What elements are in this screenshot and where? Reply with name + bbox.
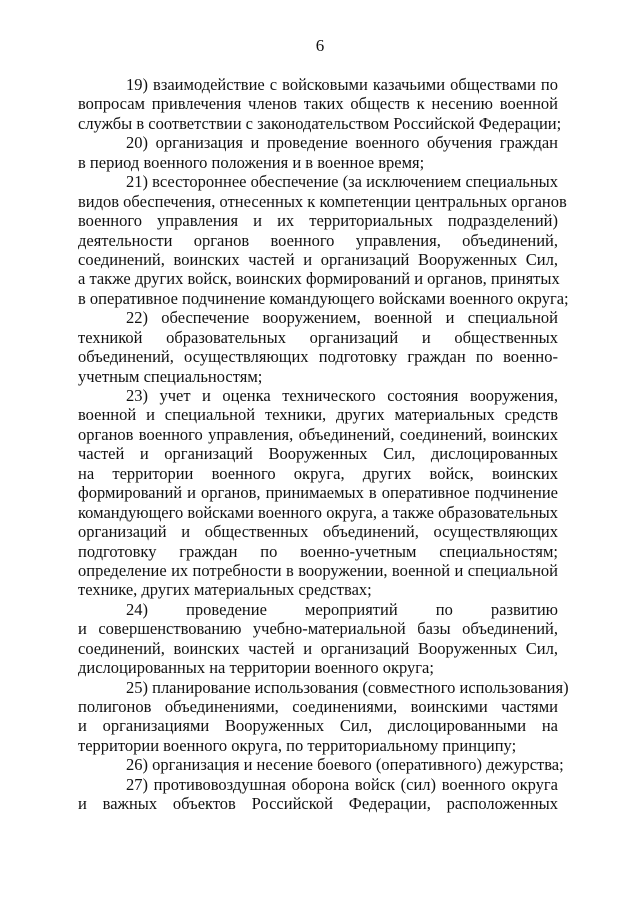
text-line: в оперативное подчинение командующего войсками военного округа; — [78, 288, 569, 308]
text-line: подготовку граждан по военно-учетным специальностям; — [78, 541, 558, 561]
text-line: командующего войсками военного округа, а также образовательных — [78, 502, 558, 522]
text-line: 21) всестороннее обеспечение (за исключением специальных — [126, 172, 558, 192]
text-line: а также других войск, воинских формирований и органов, принятых — [78, 269, 560, 289]
text-line: военной и специальной техники, других материальных средств — [78, 405, 558, 425]
text-line: и организациями Вооруженных Сил, дислоцированными на — [78, 716, 558, 736]
text-line: техникой образовательных организаций и общественных — [78, 327, 558, 347]
text-line: объединений, осуществляющих подготовку граждан по военно- — [78, 347, 558, 367]
text-line: 19) взаимодействие с войсковыми казачьими обществами по — [126, 75, 558, 94]
text-line: 23) учет и оценка технического состояния вооружения, — [126, 386, 558, 405]
text-line: и важных объектов Российской Федерации, расположенных — [78, 794, 558, 814]
text-line: определение их потребности в вооружении, военной и специальной — [78, 560, 558, 580]
text-line: 26) организация и несение боевого (оперативного) дежурства; — [126, 755, 564, 775]
text-line: формирований и органов, принимаемых в оперативное подчинение — [78, 483, 558, 503]
text-line: вопросам привлечения членов таких обществ к несению военной — [78, 94, 558, 114]
text-line: деятельности органов военного управления, объединений, — [78, 230, 558, 250]
text-line: 24) проведение мероприятий по развитию — [126, 599, 558, 619]
text-line: технике, других материальных средствах; — [78, 580, 372, 600]
text-line: территории военного округа, по территориальному принципу; — [78, 735, 517, 755]
text-line: учетным специальностям; — [78, 366, 263, 386]
text-line: организаций и общественных объединений, осуществляющих — [78, 522, 558, 542]
text-line: 20) организация и проведение военного обучения граждан — [126, 133, 558, 153]
text-line: 25) планирование использования (совместного использования) — [126, 677, 569, 697]
page-number: 6 — [315, 36, 325, 55]
text-line: дислоцированных на территории военного округа; — [78, 658, 434, 678]
text-line: на территории военного округа, других войск, воинских — [78, 463, 558, 483]
text-line: частей и организаций Вооруженных Сил, дислоцированных — [78, 444, 558, 464]
text-line: органов военного управления, объединений, соединений, воинских — [78, 424, 558, 444]
text-line: военного управления и их территориальных подразделений) — [78, 211, 558, 231]
text-line: и совершенствованию учебно-материальной базы объединений, — [78, 619, 558, 639]
text-line: видов обеспечения, отнесенных к компетенции центральных органов — [78, 191, 567, 211]
text-line: 27) противовоздушная оборона войск (сил) военного округа — [126, 774, 558, 794]
text-line: полигонов объединениями, соединениями, воинскими частями — [78, 697, 558, 716]
text-line: соединений, воинских частей и организаций Вооруженных Сил, — [78, 249, 558, 269]
text-line: соединений, воинских частей и организаций Вооруженных Сил, — [78, 638, 558, 658]
text-line: в период военного положения и в военное время; — [78, 152, 425, 172]
text-line: службы в соответствии с законодательством Российской Федерации; — [78, 113, 562, 133]
text-line: 22) обеспечение вооружением, военной и специальной — [126, 308, 558, 328]
document-body — [78, 75, 569, 814]
